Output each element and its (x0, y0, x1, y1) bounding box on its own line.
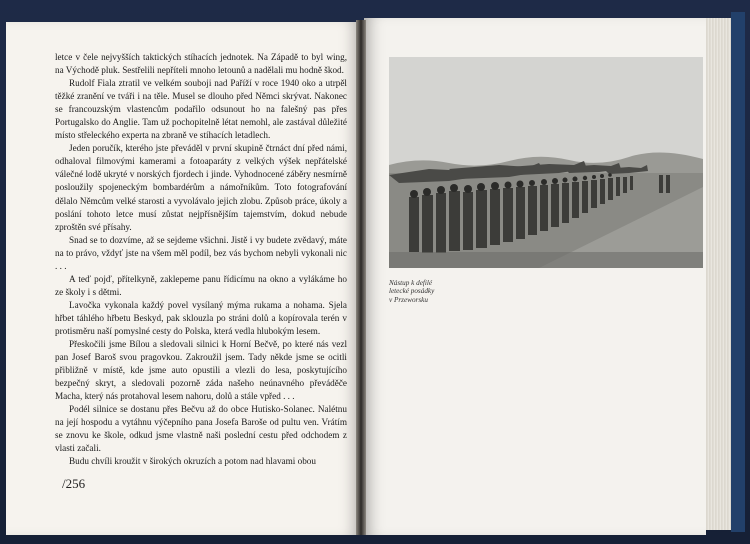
photo-caption (389, 279, 459, 304)
page-number: /256 (62, 476, 86, 491)
paragraph: Podél silnice se dostanu přes Bečvu až do obce Hutisko-Solanec. Nalétnu na její hospodu a vytáhnu výčepního pana Josefa Baroše od pultu ven. Vrátím se znovu ke škole, odkud jsme vlastně naši poslední cestu před odchodem z vlasti začali. (55, 404, 347, 454)
paragraph: Jeden poručík, kterého jste převáděl v první skupině čtrnáct dní před námi, odhaloval filmovými kamerami a fotoaparáty z velkých výšek nepřátelské válečné lodě ukryté v norských fjordech i jinde. Vyhodnocené záběry nesmírně posloužily spojeneckým bombardérům a námořníkům. Toto fotografování dělalo Němcům velké starosti a vyvolávalo jejich zlobu. Způsob práce, úkoly a poslání tohoto letce musí zůstat nejpřísnějším tajemstvím, dokud nebude zproštěn své přísahy. (55, 143, 347, 232)
book-gutter (356, 20, 366, 535)
caption-line: letecké posádky (389, 287, 435, 296)
paragraph: Přeskočili jsme Bílou a sledovali silnici k Horní Bečvě, po které nás vezl pan Josef Baroš svou pragovkou. Zakroužil jsem. Tady někde jsme se ocitli přibližně v místě, kde jsme auto opustili a vlezli do lesa, poskytujícího bezpečný skryt, a sledovali pozorně záda našeho neúnavného převáděče Macha, který nás protahoval lesem nahoru, dolů a stále vpřed . . . (55, 339, 347, 402)
paragraph: letce v čele nejvyšších taktických stíhacích jednotek. Na Západě to byl wing, na Východě pluk. Sestřelili nepříteli mnoho letounů a nadělali mu hodně škod. (55, 52, 347, 76)
paragraph: Budu chvíli kroužit v širokých okruzích a potom nad hlavami obou (69, 456, 316, 467)
page-edges (705, 18, 731, 530)
caption-line: Nástup k defilé (389, 279, 433, 287)
paragraph: Rudolf Fiala ztratil ve velkém souboji nad Paříží v roce 1940 oko a utrpěl těžké zranění ve tváři i na těle. Musel se dlouho před Němci skrývat. Nakonec se francouzským vlastencům podařilo odsunout ho na falešný pas přes Portugalsko do Anglie. Tam už pochopitelně létat nemohl, ale zastával důležité místo střeleckého experta na zbraně ve stíhacích letadlech. (55, 78, 347, 141)
paragraph: A teď pojď, přítelkyně, zaklepeme panu řídicímu na okno a vylákáme ho ze školy i s dětmi. (55, 273, 347, 297)
caption-line: v Przeworsku (389, 295, 428, 304)
left-page-text (55, 51, 347, 469)
book-cover-edge (731, 12, 745, 532)
paragraph: Lavočka vykonala každý povel vysílaný mýma rukama a nohama. Sjela hřbet táhlého hřbetu Beskyd, pak sklouzla po stráni dolů a kopírovala terén v protisměru naší pomyslné cesty do Polska, která vedla hlubokým lesem. (55, 299, 347, 336)
historical-photo (389, 57, 703, 268)
paragraph: Snad se to dozvíme, až se sejdeme všichni. Jistě i vy budete zvědavý, máte na to právo, vždyť jste na všem měl podíl, bez vás bychom nebyli vykonali nic . . . (55, 234, 347, 271)
photo-scene (389, 57, 703, 268)
